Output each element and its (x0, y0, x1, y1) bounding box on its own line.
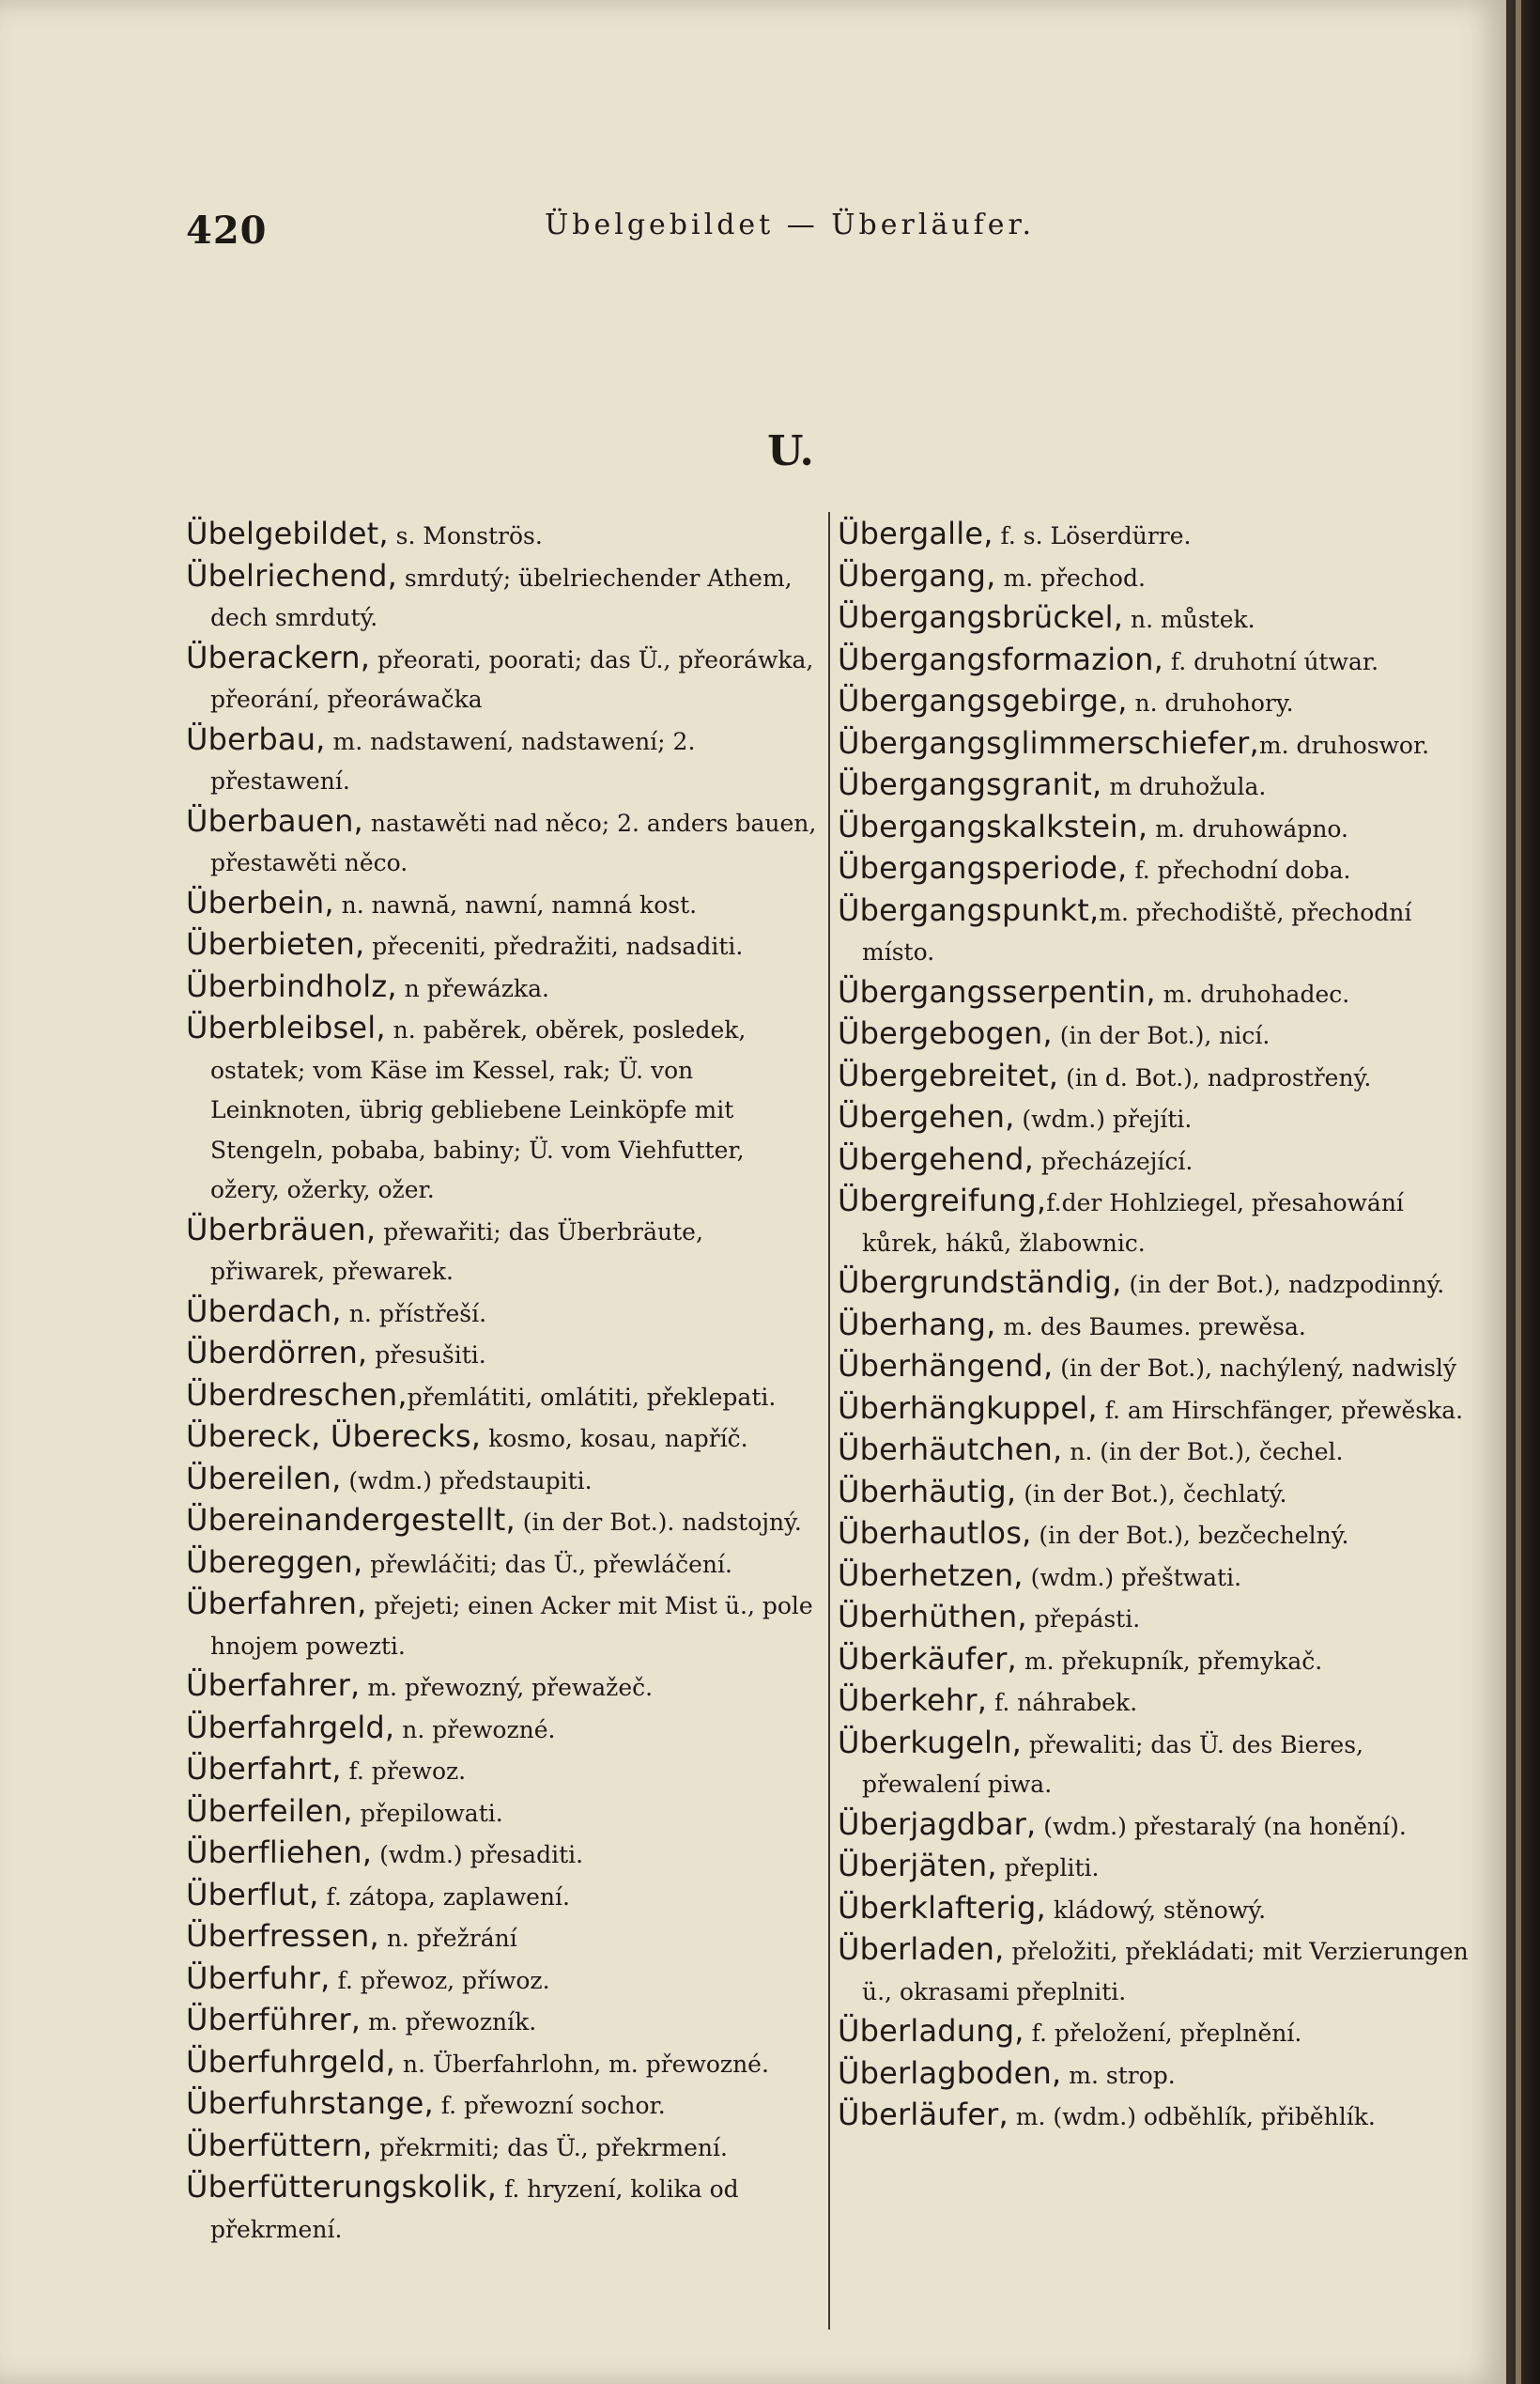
entry-definition: m. překupník, přemykač. (1016, 1647, 1323, 1675)
entry-headword: Überfeilen, (186, 1792, 353, 1829)
entry-definition: (wdm.) přesaditi. (372, 1841, 584, 1868)
entry-definition: m. přechodiště, přechodní místo. (862, 898, 1412, 966)
entry-headword: Überladen, (838, 1931, 1005, 1967)
dictionary-entry (838, 641, 1476, 683)
dictionary-entry (838, 1182, 1476, 1263)
left-column (186, 515, 821, 2318)
entry-headword: Übereinandergestellt, (186, 1502, 516, 1538)
entry-headword: Übergangsbrückel, (838, 599, 1124, 635)
entry-headword: Überkäufer, (838, 1640, 1017, 1677)
dictionary-entry (838, 1389, 1476, 1432)
dictionary-entry (186, 1334, 821, 1376)
entry-definition: n. Überfahrlohn, m. přewozné. (394, 2050, 769, 2078)
entry-definition: přeorati, poorati; das Ü., přeoráwka, přeorání, přeoráwačka (210, 645, 814, 713)
entry-definition: (wdm.) přestaralý (na honění). (1036, 1812, 1407, 1840)
entry-headword: Überklafterig, (838, 1889, 1046, 1926)
entry-definition: f. zátopa, zaplawení. (318, 1882, 570, 1911)
entry-headword: Überkehr, (838, 1682, 988, 1718)
column-divider (828, 512, 830, 2330)
entry-headword: Überfahrgeld, (186, 1709, 395, 1745)
dictionary-entry (838, 1640, 1476, 1682)
entry-definition: m. přechod. (995, 564, 1146, 592)
dictionary-entry (838, 808, 1476, 850)
entry-headword: Übergebreitet, (838, 1057, 1059, 1093)
entry-definition: f. druhotní útwar. (1163, 647, 1379, 675)
dictionary-entry (186, 639, 821, 720)
entry-definition: f. přewoz, příwoz. (330, 1966, 550, 1994)
dictionary-entry (838, 891, 1476, 973)
dictionary-entry (186, 720, 821, 802)
entry-definition: přewaliti; das Ü. des Bieres, přewalení piwa. (862, 1730, 1363, 1798)
dictionary-entry (186, 925, 821, 968)
entry-headword: Überhang, (838, 1306, 996, 1342)
entry-headword: Übergehen, (838, 1099, 1015, 1135)
dictionary-entry (186, 1585, 821, 1666)
entry-headword: Überlagboden, (838, 2054, 1062, 2091)
dictionary-entry (186, 557, 821, 639)
dictionary-entry (838, 1805, 1476, 1848)
entry-definition: n přewázka. (396, 974, 549, 1002)
entry-headword: Überfüttern, (186, 2127, 373, 2163)
dictionary-entry (838, 1057, 1476, 1099)
dictionary-entry (186, 2127, 821, 2169)
entry-headword: Übergehend, (838, 1140, 1034, 1177)
entry-definition: smrdutý; übelriechender Athem, dech smrdutý. (210, 564, 793, 631)
entry-definition: m druhožula. (1101, 773, 1267, 800)
dictionary-entry (186, 1293, 821, 1335)
entry-definition: přejeti; einen Acker mit Mist ü., pole hnojem powezti. (210, 1592, 813, 1660)
entry-headword: Überläufer, (838, 2097, 1009, 2132)
entry-definition: nastawěti nad něco; 2. anders bauen, přestawěti něco. (210, 809, 817, 876)
entry-headword: Überfressen, (186, 1918, 379, 1954)
dictionary-entry (186, 1917, 821, 1959)
entry-definition: m. druhoswor. (1258, 731, 1430, 759)
entry-definition: n. můstek. (1123, 606, 1255, 633)
entry-headword: Überhängkuppel, (838, 1389, 1098, 1426)
entry-definition: m. strop. (1061, 2061, 1176, 2089)
entry-headword: Überladung, (838, 2013, 1024, 2049)
entry-headword: Übelriechend, (186, 557, 397, 594)
entry-definition: (wdm.) přeštwati. (1023, 1563, 1242, 1591)
dictionary-entry (186, 1376, 821, 1418)
entry-definition: kosmo, kosau, napříč. (481, 1425, 748, 1452)
entry-headword: Übergangspunkt, (838, 891, 1100, 928)
dictionary-entry (186, 2001, 821, 2043)
entry-definition: (in der Bot.), nadzpodinný. (1121, 1271, 1445, 1298)
entry-definition: m. přewozník. (361, 2008, 537, 2036)
entry-headword: Überkugeln, (838, 1724, 1022, 1760)
dictionary-entry (838, 1140, 1476, 1183)
entry-headword: Überackern, (186, 639, 371, 675)
entry-definition: n. přístřeší. (341, 1299, 487, 1327)
dictionary-entry (186, 1750, 821, 1792)
book-gutter (1506, 0, 1540, 2384)
entry-headword: Übergangsgebirge, (838, 683, 1128, 719)
dictionary-entry (186, 968, 821, 1010)
dictionary-entry (838, 766, 1476, 808)
dictionary-entry (186, 1666, 821, 1709)
dictionary-entry (838, 1098, 1476, 1140)
entry-headword: Übergebogen, (838, 1015, 1053, 1051)
dictionary-entry (838, 724, 1476, 766)
entry-definition: přepilowati. (352, 1799, 503, 1827)
entry-definition: s. Monströs. (388, 522, 543, 550)
entry-definition: n. nawnă, nawní, namná kost. (333, 890, 698, 919)
entry-headword: Überbräuen, (186, 1211, 377, 1247)
dictionary-entry (838, 515, 1476, 557)
dictionary-entry (186, 1709, 821, 1751)
entry-definition: překrmiti; das Ü., překrmení. (372, 2133, 728, 2161)
dictionary-entry (838, 1473, 1476, 1515)
entry-definition: přepásti. (1026, 1605, 1141, 1633)
dictionary-entry (186, 802, 821, 884)
dictionary-entry (838, 849, 1476, 891)
entry-definition: přepliti. (996, 1854, 1100, 1881)
entry-headword: Übergangsgranit, (838, 766, 1102, 802)
dictionary-entry (186, 1959, 821, 2002)
dictionary-entry (186, 2043, 821, 2085)
entry-headword: Übergangsserpentin, (838, 973, 1156, 1010)
entry-headword: Überhängend, (838, 1348, 1054, 1384)
dictionary-entry (838, 1556, 1476, 1599)
entry-definition: m. (wdm.) odběhlík, přiběhlík. (1008, 2103, 1376, 2130)
entry-headword: Übelgebildet, (186, 516, 389, 551)
entry-definition: f.der Hohlziegel, přesahowání kůrek, háků, žlabownic. (862, 1189, 1404, 1257)
entry-headword: Überbein, (186, 884, 334, 921)
dictionary-entry (838, 1347, 1476, 1389)
running-head: Übelgebildet — Überläufer. (545, 209, 1036, 241)
dictionary-entry (838, 2054, 1476, 2097)
dictionary-entry (838, 2012, 1476, 2054)
entry-headword: Übergangsperiode, (838, 850, 1128, 886)
entry-headword: Überbauen, (186, 802, 363, 839)
entry-headword: Übergangskalkstein, (838, 808, 1148, 844)
dictionary-entry (186, 1009, 821, 1211)
entry-headword: Überfahrer, (186, 1667, 361, 1703)
entry-headword: Übergrundständig, (838, 1264, 1122, 1300)
dictionary-entry (186, 884, 821, 926)
dictionary-entry (838, 557, 1476, 599)
entry-definition: m. nadstawení, nadstawení; 2. přestawení. (210, 727, 696, 795)
dictionary-entry (838, 1847, 1476, 1889)
dictionary-entry (186, 2084, 821, 2127)
dictionary-entry (838, 1598, 1476, 1640)
dictionary-entry (838, 598, 1476, 641)
entry-definition: m. druhohadec. (1155, 980, 1350, 1008)
entry-headword: Überjäten, (838, 1848, 997, 1883)
gutter-strip (1516, 0, 1521, 2384)
entry-headword: Überbieten, (186, 926, 365, 962)
entry-headword: Überfliehen, (186, 1834, 373, 1870)
entry-definition: f. přewoz. (341, 1757, 467, 1785)
entry-definition: (in der Bot.), nicí. (1052, 1022, 1270, 1049)
dictionary-entry (838, 973, 1476, 1015)
dictionary-entry (838, 1514, 1476, 1556)
entry-headword: Überfütterungskolik, (186, 2169, 498, 2205)
entry-headword: Übereilen, (186, 1460, 342, 1496)
dictionary-entry (838, 1930, 1476, 2012)
page-number: 420 (186, 209, 268, 253)
entry-definition: přeložiti, překládati; mit Verzierungen ü., okrasami přeplniti. (862, 1938, 1469, 2005)
dictionary-entry (186, 1876, 821, 1918)
entry-headword: Überdörren, (186, 1335, 368, 1370)
dictionary-entry (186, 1834, 821, 1876)
dictionary-entry (838, 1263, 1476, 1306)
entry-definition: přemlátiti, omlátiti, překlepati. (407, 1383, 777, 1411)
dictionary-entry (838, 1306, 1476, 1348)
entry-definition: n. druhohory. (1127, 689, 1294, 717)
dictionary-entry (186, 1211, 821, 1293)
entry-headword: Überhäutchen, (838, 1432, 1063, 1467)
dictionary-entry (186, 1792, 821, 1834)
entry-definition: přecházející. (1033, 1147, 1194, 1175)
dictionary-entry (838, 1724, 1476, 1805)
entry-definition: m. druhowápno. (1147, 814, 1348, 843)
dictionary-entry (186, 1501, 821, 1543)
entry-headword: Überfuhrgeld, (186, 2043, 395, 2080)
entry-headword: Überfuhrstange, (186, 2085, 434, 2121)
entry-definition: (wdm.) přejíti. (1014, 1106, 1193, 1133)
entry-definition: f. přechodní doba. (1127, 857, 1351, 884)
dictionary-entry (186, 2168, 821, 2250)
entry-definition: přewláčiti; das Ü., přewláčení. (362, 1550, 732, 1578)
entry-definition: f. přeložení, přeplnění. (1024, 2020, 1302, 2047)
entry-definition: (in der Bot.), nachýlený, nadwislý (1053, 1355, 1457, 1382)
dictionary-entry (186, 515, 821, 557)
dictionary-entry (838, 1889, 1476, 1931)
entry-definition: n. (in der Bot.), čechel. (1062, 1438, 1344, 1465)
entry-definition: n. paběrek, oběrek, posledek, ostatek; vom Käse im Kessel, rak; Ü. von Leinknoten, übrig gebliebene Leinköpfe mit Stengeln, pobaba, babiny; Ü. vom Viehfutter, ožery, ožerky, ožer. (210, 1016, 747, 1203)
dictionary-entry (838, 2096, 1476, 2138)
entry-definition: (in der Bot.), čechlatý. (1016, 1479, 1287, 1508)
entry-definition: (wdm.) předstaupiti. (341, 1466, 593, 1494)
entry-headword: Überdreschen, (186, 1376, 408, 1413)
entry-headword: Übergangsglimmerschiefer, (838, 724, 1259, 761)
entry-definition: f. hryzení, kolika od překrmení. (210, 2175, 739, 2243)
entry-headword: Übergang, (838, 557, 996, 594)
entry-headword: Übergangsformazion, (838, 641, 1163, 677)
entry-definition: n. přežrání (378, 1925, 517, 1952)
entry-definition: přesušiti. (367, 1341, 486, 1369)
entry-headword: Überbau, (186, 720, 326, 757)
entry-headword: Übereck, Überecks, (186, 1418, 482, 1454)
dictionary-entry (186, 1460, 821, 1502)
entry-definition: přeceniti, předražiti, nadsaditi. (364, 933, 744, 960)
entry-definition: f. přewozní sochor. (433, 2092, 666, 2119)
entry-headword: Überführer, (186, 2002, 362, 2037)
entry-headword: Übergreifung, (838, 1183, 1047, 1218)
dictionary-entry (186, 1417, 821, 1460)
dictionary-entry (838, 1681, 1476, 1724)
entry-headword: Überbindholz, (186, 968, 397, 1004)
entry-headword: Überfahrt, (186, 1751, 342, 1787)
dictionary-entry (838, 1431, 1476, 1473)
entry-definition: m. des Baumes. prewěsa. (995, 1312, 1306, 1340)
entry-definition: f. s. Löserdürre. (993, 522, 1192, 550)
entry-headword: Überbleibsel, (186, 1010, 386, 1045)
entry-headword: Überfuhr, (186, 1959, 331, 1996)
dictionary-entry (838, 1014, 1476, 1057)
entry-headword: Überhautlos, (838, 1515, 1032, 1551)
entry-definition: f. náhrabek. (987, 1689, 1138, 1716)
entry-headword: Überjagdbar, (838, 1805, 1037, 1842)
entry-headword: Übereggen, (186, 1543, 363, 1580)
entry-definition: (in der Bot.). nadstojný. (515, 1509, 802, 1536)
entry-headword: Überhetzen, (838, 1556, 1024, 1593)
entry-headword: Überhäutig, (838, 1473, 1017, 1509)
entry-definition: přewařiti; das Überbräute, přiwarek, přewarek. (210, 1217, 703, 1285)
entry-definition: (in der Bot.), bezčechelný. (1031, 1522, 1349, 1549)
entry-headword: Übergalle, (838, 516, 993, 551)
dictionary-entry (186, 1543, 821, 1586)
entry-definition: f. am Hirschfänger, přewěska. (1097, 1396, 1464, 1424)
dictionary-entry (838, 682, 1476, 724)
entry-definition: kládowý, stěnowý. (1045, 1896, 1267, 1924)
entry-headword: Überfahren, (186, 1586, 367, 1621)
entry-definition: (in d. Bot.), nadprostřený. (1058, 1063, 1372, 1091)
entry-headword: Überhüthen, (838, 1599, 1027, 1634)
entry-headword: Überflut, (186, 1876, 319, 1912)
entry-definition: m. přewozný, přewažeč. (360, 1674, 654, 1701)
right-column (838, 515, 1476, 2318)
section-letter: U. (767, 427, 814, 475)
entry-definition: n. přewozné. (394, 1715, 556, 1743)
entry-headword: Überdach, (186, 1293, 342, 1329)
